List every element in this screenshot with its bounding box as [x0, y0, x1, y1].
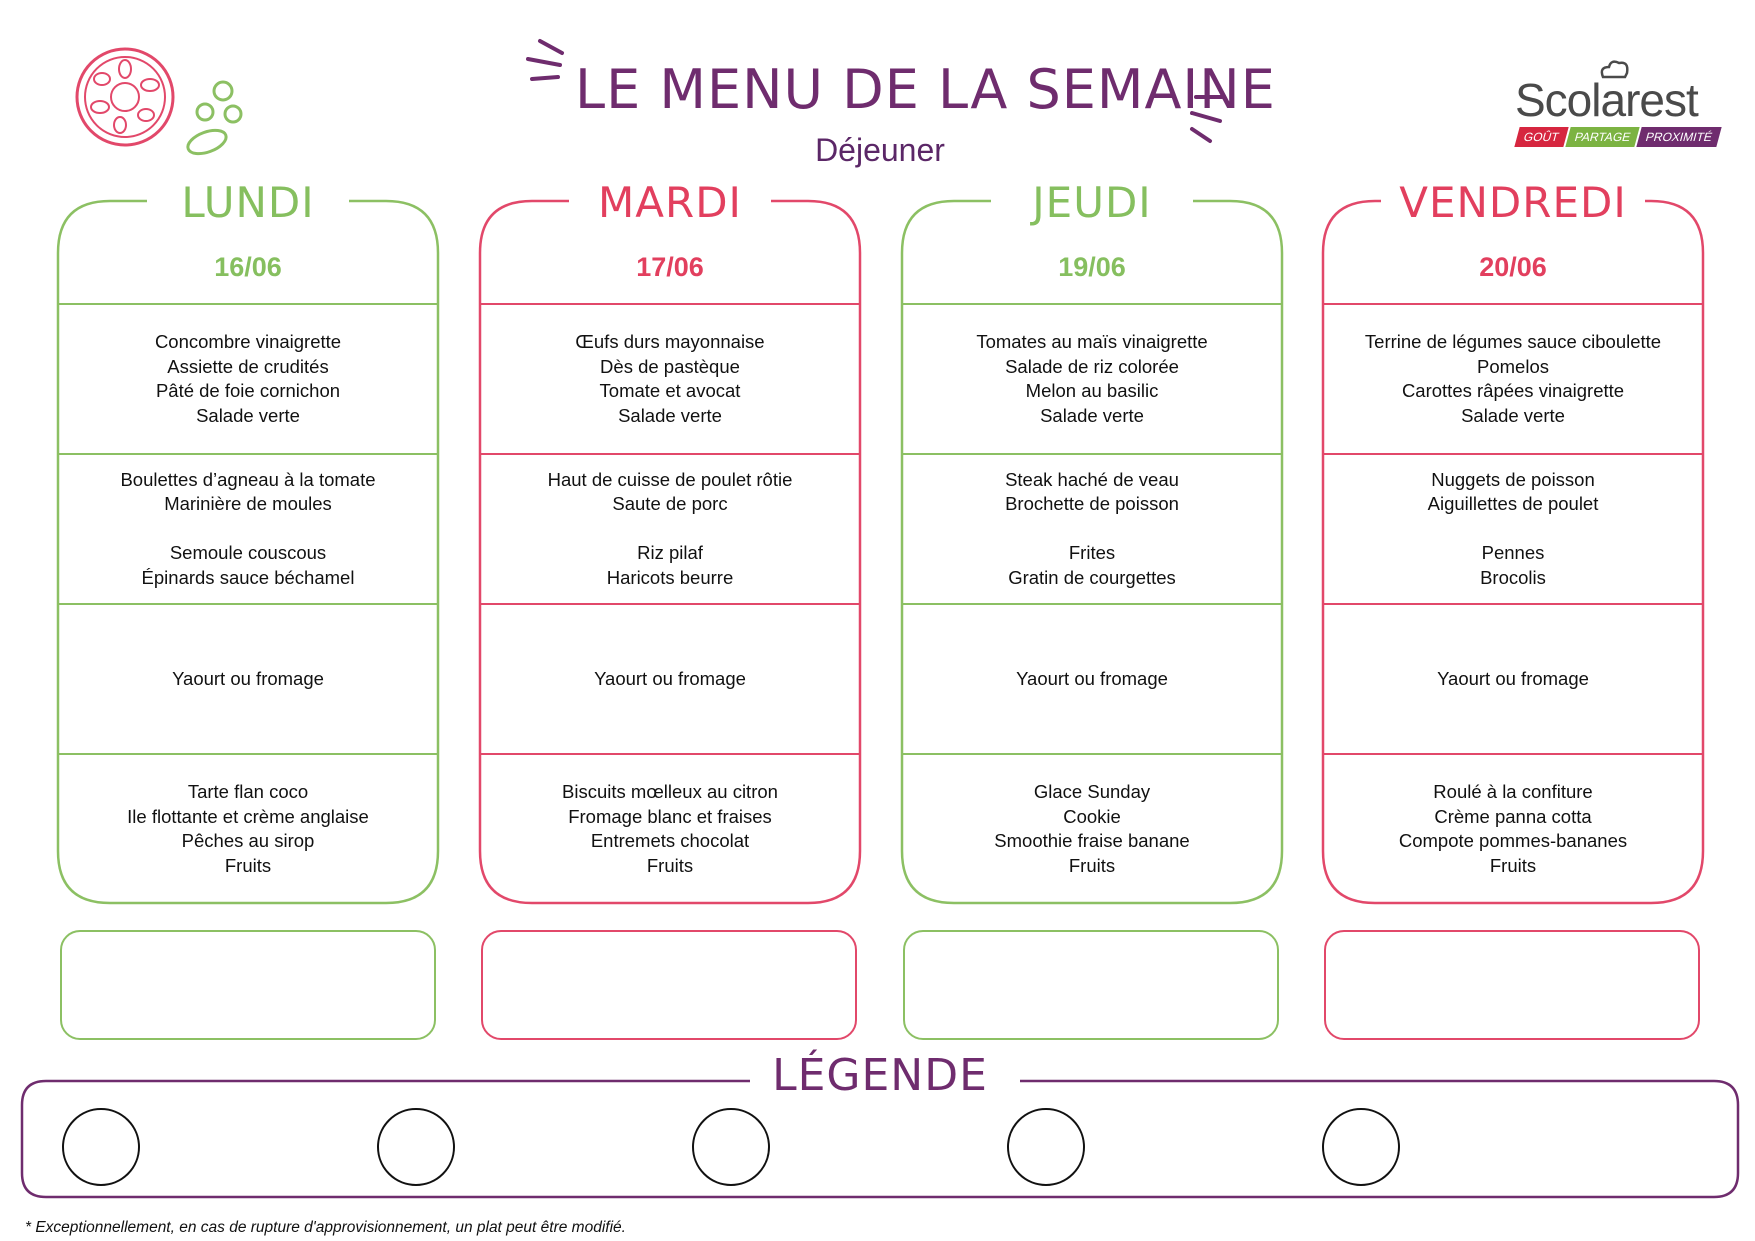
- menu-item: Entremets chocolat: [590, 830, 750, 851]
- note-box-vendredi: [1324, 930, 1700, 1040]
- dairy-section: [57, 605, 439, 753]
- menu-item: Boulettes d’agneau à la tomate: [120, 468, 376, 490]
- menu-item: Concombre vinaigrette: [154, 331, 342, 352]
- dairy-section: [1322, 605, 1704, 753]
- menu-item: Steak haché de veau: [1005, 468, 1179, 490]
- menu-item: Yaourt ou fromage: [1437, 667, 1589, 689]
- dairy-section: [479, 605, 861, 753]
- footnote: * Exceptionnellement, en cas de rupture d'approvisionnement, un plat peut être modifié.: [25, 1219, 626, 1236]
- menu-item: Fruits: [1068, 854, 1116, 876]
- menu-item: Fruits: [646, 854, 694, 876]
- menu-item: Ile flottante et crème anglaise: [127, 805, 369, 827]
- menu-item: Haut de cuisse de poulet rôtie: [547, 468, 793, 490]
- day-date: 16/06: [214, 252, 282, 282]
- starters-section: [1322, 305, 1704, 453]
- menu-item: Aiguillettes de poulet: [1427, 493, 1599, 515]
- logo-tag-proximite: PROXIMITÉ: [1636, 127, 1721, 147]
- title-block: [520, 40, 1276, 180]
- menu-item: Saute de porc: [612, 493, 728, 515]
- day-name: LUNDI: [57, 178, 439, 227]
- desserts-section: [57, 755, 439, 903]
- menu-item: Marinière de moules: [164, 493, 332, 515]
- menu-item: Salade de riz colorée: [1005, 355, 1179, 377]
- menu-item: Salade verte: [196, 404, 300, 426]
- menu-item: Yaourt ou fromage: [1016, 667, 1168, 689]
- menu-item: Pennes: [1481, 542, 1545, 564]
- menu-item: Tomate et avocat: [599, 380, 741, 401]
- desserts-section: [479, 755, 861, 903]
- starters-section: [57, 305, 439, 453]
- starters-section: [479, 305, 861, 453]
- menu-item: Biscuits mœlleux au citron: [562, 781, 778, 802]
- menu-item: Compote pommes-bananes: [1398, 830, 1628, 851]
- menu-item: Carottes râpées vinaigrette: [1401, 380, 1625, 401]
- page-subtitle: Déjeuner: [815, 132, 945, 168]
- mains-section: [1322, 455, 1704, 603]
- note-box-mardi: [481, 930, 857, 1040]
- legend-slot: [62, 1108, 140, 1186]
- desserts-section: [1322, 755, 1704, 903]
- mains-section: [479, 455, 861, 603]
- tomato-slice-icon: [70, 45, 260, 165]
- menu-item: Pêches au sirop: [181, 830, 315, 851]
- menu-item: Épinards sauce béchamel: [141, 566, 355, 588]
- dairy-section: [901, 605, 1283, 753]
- menu-item: Dès de pastèque: [600, 355, 740, 377]
- menu-item: Melon au basilic: [1025, 380, 1159, 401]
- page-title: LE MENU DE LA SEMAINE: [575, 58, 1276, 121]
- menu-item: Frites: [1068, 542, 1116, 564]
- menu-item: Salade verte: [1461, 404, 1565, 426]
- menu-item: Assiette de crudités: [167, 355, 329, 377]
- day-panel-lundi: [57, 178, 439, 905]
- menu-item: Semoule couscous: [169, 542, 327, 564]
- day-date: 20/06: [1479, 252, 1547, 282]
- day-date: 17/06: [636, 252, 704, 282]
- menu-item: Terrine de légumes sauce ciboulette: [1364, 331, 1662, 352]
- menu-item: Cookie: [1063, 805, 1121, 827]
- menu-item: Haricots beurre: [606, 566, 734, 588]
- menu-item: Yaourt ou fromage: [594, 667, 746, 689]
- scolarest-logo: [1515, 65, 1725, 155]
- mains-section: [901, 455, 1283, 603]
- logo-wordmark: Scolarest: [1515, 74, 1698, 126]
- legend-title: LÉGENDE: [750, 1050, 1010, 1101]
- logo-tag-gout: GOÛT: [1514, 127, 1568, 147]
- desserts-section: [901, 755, 1283, 903]
- day-panel-jeudi: [901, 178, 1283, 905]
- day-panel-vendredi: [1322, 178, 1704, 905]
- legend-slot: [1007, 1108, 1085, 1186]
- menu-item: Tomates au maïs vinaigrette: [976, 331, 1208, 352]
- day-date: 19/06: [1058, 252, 1126, 282]
- day-name: VENDREDI: [1322, 178, 1704, 227]
- menu-item: Smoothie fraise banane: [994, 830, 1190, 851]
- menu-item: Yaourt ou fromage: [172, 667, 324, 689]
- menu-item: Roulé à la confiture: [1433, 781, 1593, 802]
- menu-item: Salade verte: [1040, 404, 1144, 426]
- note-box-jeudi: [903, 930, 1279, 1040]
- menu-item: Tarte flan coco: [187, 781, 309, 802]
- note-box-lundi: [60, 930, 436, 1040]
- day-name: MARDI: [479, 178, 861, 227]
- logo-tag-partage: PARTAGE: [1565, 127, 1640, 147]
- menu-item: Brochette de poisson: [1005, 493, 1179, 515]
- menu-item: Pomelos: [1477, 355, 1549, 377]
- menu-item: Brocolis: [1480, 566, 1546, 588]
- menu-item: Glace Sunday: [1033, 781, 1151, 802]
- legend-slot: [692, 1108, 770, 1186]
- menu-item: Œufs durs mayonnaise: [575, 331, 765, 352]
- menu-item: Crème panna cotta: [1434, 805, 1592, 827]
- menu-item: Fruits: [224, 854, 272, 876]
- starters-section: [901, 305, 1283, 453]
- legend-slot: [1322, 1108, 1400, 1186]
- menu-item: Fruits: [1489, 854, 1537, 876]
- day-panel-mardi: [479, 178, 861, 905]
- legend-slot: [377, 1108, 455, 1186]
- mains-section: [57, 455, 439, 603]
- menu-item: Riz pilaf: [637, 542, 703, 564]
- menu-item: Fromage blanc et fraises: [568, 805, 772, 827]
- menu-item: Nuggets de poisson: [1431, 468, 1595, 490]
- menu-item: Pâté de foie cornichon: [155, 380, 341, 401]
- menu-item: Gratin de courgettes: [1008, 566, 1176, 588]
- menu-item: Salade verte: [618, 404, 722, 426]
- day-name: JEUDI: [901, 178, 1283, 227]
- logo-tagline: [1517, 127, 1721, 147]
